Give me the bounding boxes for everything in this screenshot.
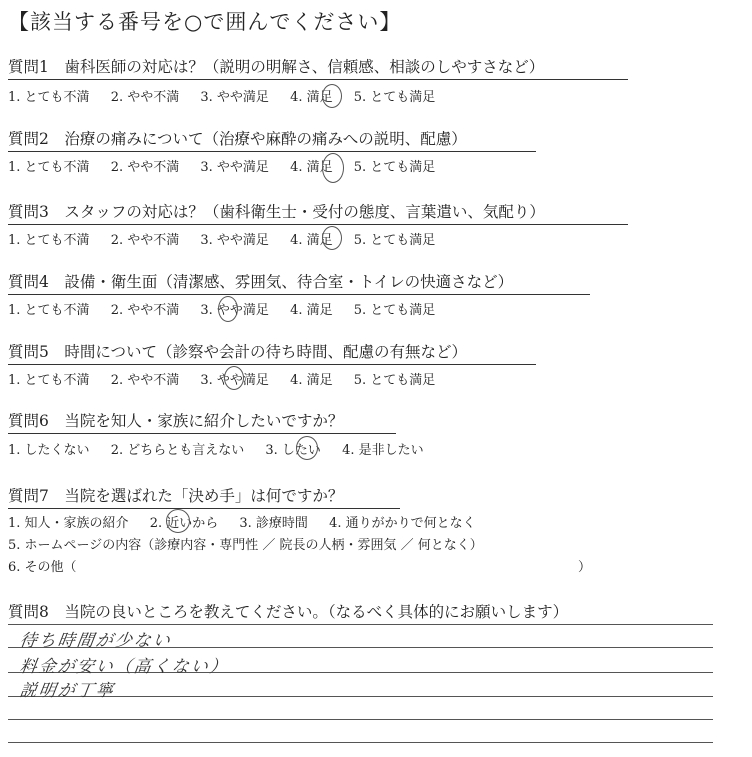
question-6-text: 質問6 当院を知人・家族に紹介したいですか？ bbox=[8, 412, 344, 430]
question-5-label bbox=[8, 340, 467, 362]
q6-option-4[interactable]: 4. 是非したい bbox=[342, 443, 424, 458]
question-7-label bbox=[8, 484, 343, 506]
q1-option-1[interactable]: 1. とても不満 bbox=[8, 90, 90, 105]
q7-answer-circle bbox=[166, 509, 190, 533]
question-6-options bbox=[8, 439, 441, 458]
q7-option-2[interactable]: 2. 近いから bbox=[149, 516, 219, 531]
q4-option-4[interactable]: 4. 満足 bbox=[290, 303, 333, 318]
handwritten-answer-3: 説明が丁寧 bbox=[18, 681, 117, 701]
q4-option-1[interactable]: 1. とても不満 bbox=[8, 303, 90, 318]
question-3-options bbox=[8, 229, 452, 248]
answer-line-6 bbox=[8, 742, 713, 743]
q5-option-2[interactable]: 2. やや不満 bbox=[110, 373, 180, 388]
q5-answer-circle bbox=[224, 366, 244, 390]
q3-option-3[interactable]: 3. やや満足 bbox=[200, 233, 269, 248]
question-4-text: 質問4 設備・衛生面（清潔感、雰囲気、待合室・トイレの快適さなど） bbox=[8, 273, 514, 291]
q4-option-3[interactable]: 3. やや満足 bbox=[200, 303, 269, 318]
q7-option-6-label: 6. その他（ bbox=[8, 560, 77, 575]
q6-option-2[interactable]: 2. どちらとも言えない bbox=[110, 443, 245, 458]
q3-option-5[interactable]: 5. とても満足 bbox=[353, 233, 436, 248]
q5-option-5[interactable]: 5. とても満足 bbox=[353, 373, 436, 388]
q2-option-3[interactable]: 3. やや満足 bbox=[200, 160, 269, 175]
question-1-label bbox=[8, 55, 544, 77]
answer-line-5 bbox=[8, 719, 713, 720]
page-title: 【該当する番号を○で囲んでください】 bbox=[8, 10, 402, 34]
question-7-text: 質問7 当院を選ばれた「決め手」は何ですか？ bbox=[8, 487, 344, 505]
q7-option-3[interactable]: 3. 診療時間 bbox=[239, 516, 308, 531]
question-5-text: 質問5 時間について（診察や会計の待ち時間、配慮の有無など） bbox=[8, 343, 468, 361]
question-3-label bbox=[8, 200, 545, 222]
q6-option-3[interactable]: 3. したい bbox=[265, 443, 321, 458]
q5-option-4[interactable]: 4. 満足 bbox=[290, 373, 333, 388]
question-8-text: 質問8 当院の良いところを教えてください。（なるべく具体的にお願いします） bbox=[8, 603, 569, 621]
q5-option-3[interactable]: 3. やや満足 bbox=[200, 373, 269, 388]
q3-answer-circle bbox=[322, 226, 342, 250]
q7-option-5[interactable]: 5. ホームページの内容（診療内容・専門性 ／ 院長の人柄・雰囲気 ／ 何となく） bbox=[8, 538, 483, 553]
q2-option-5[interactable]: 5. とても満足 bbox=[353, 160, 436, 175]
q3-option-4[interactable]: 4. 満足 bbox=[290, 233, 333, 248]
question-4-label bbox=[8, 270, 513, 292]
q7-option-6[interactable] bbox=[8, 556, 94, 575]
question-5-underline bbox=[8, 364, 536, 365]
q7-option-4[interactable]: 4. 通りがかりで何となく bbox=[329, 516, 476, 531]
q2-option-1[interactable]: 1. とても不満 bbox=[8, 160, 90, 175]
q7-option-6-close: ） bbox=[578, 560, 592, 575]
q2-option-2[interactable]: 2. やや不満 bbox=[110, 160, 180, 175]
question-1-underline bbox=[8, 79, 628, 80]
q1-answer-circle bbox=[322, 84, 342, 108]
q1-option-5[interactable]: 5. とても満足 bbox=[353, 90, 436, 105]
q1-option-4[interactable]: 4. 満足 bbox=[290, 90, 333, 105]
question-2-options bbox=[8, 156, 452, 175]
q3-option-1[interactable]: 1. とても不満 bbox=[8, 233, 90, 248]
q3-option-2[interactable]: 2. やや不満 bbox=[110, 233, 180, 248]
q4-option-5[interactable]: 5. とても満足 bbox=[353, 303, 436, 318]
question-7-options-row1 bbox=[8, 512, 493, 531]
question-1-options bbox=[8, 86, 452, 105]
question-7-underline bbox=[8, 508, 400, 509]
question-3-text: 質問3 スタッフの対応は？（歯科衛生士・受付の態度、言葉遣い、気配り） bbox=[8, 203, 545, 221]
q4-option-2[interactable]: 2. やや不満 bbox=[110, 303, 180, 318]
q6-answer-circle bbox=[296, 436, 318, 460]
q5-option-1[interactable]: 1. とても不満 bbox=[8, 373, 90, 388]
answer-line-1 bbox=[8, 624, 713, 625]
q2-option-4[interactable]: 4. 満足 bbox=[290, 160, 333, 175]
q1-option-3[interactable]: 3. やや満足 bbox=[200, 90, 269, 105]
q1-option-2[interactable]: 2. やや不満 bbox=[110, 90, 180, 105]
question-6-underline bbox=[8, 433, 396, 434]
handwritten-answer-1: 待ち時間が少ない bbox=[18, 631, 174, 651]
q4-answer-circle bbox=[218, 296, 238, 322]
question-1-text: 質問1 歯科医師の対応は？（説明の明解さ、信頼感、相談のしやすさなど） bbox=[8, 58, 545, 76]
question-4-underline bbox=[8, 294, 590, 295]
question-2-text: 質問2 治療の痛みについて（治療や麻酔の痛みへの説明、配慮） bbox=[8, 130, 467, 148]
question-8-label bbox=[8, 600, 568, 622]
question-2-underline bbox=[8, 151, 536, 152]
q2-answer-circle bbox=[322, 153, 344, 183]
q7-option-1[interactable]: 1. 知人・家族の紹介 bbox=[8, 516, 129, 531]
q6-option-1[interactable]: 1. したくない bbox=[8, 443, 90, 458]
question-3-underline bbox=[8, 224, 628, 225]
handwritten-answer-2: 料金が安い（高くない） bbox=[18, 657, 231, 677]
question-6-label bbox=[8, 409, 343, 431]
question-2-label bbox=[8, 127, 467, 149]
